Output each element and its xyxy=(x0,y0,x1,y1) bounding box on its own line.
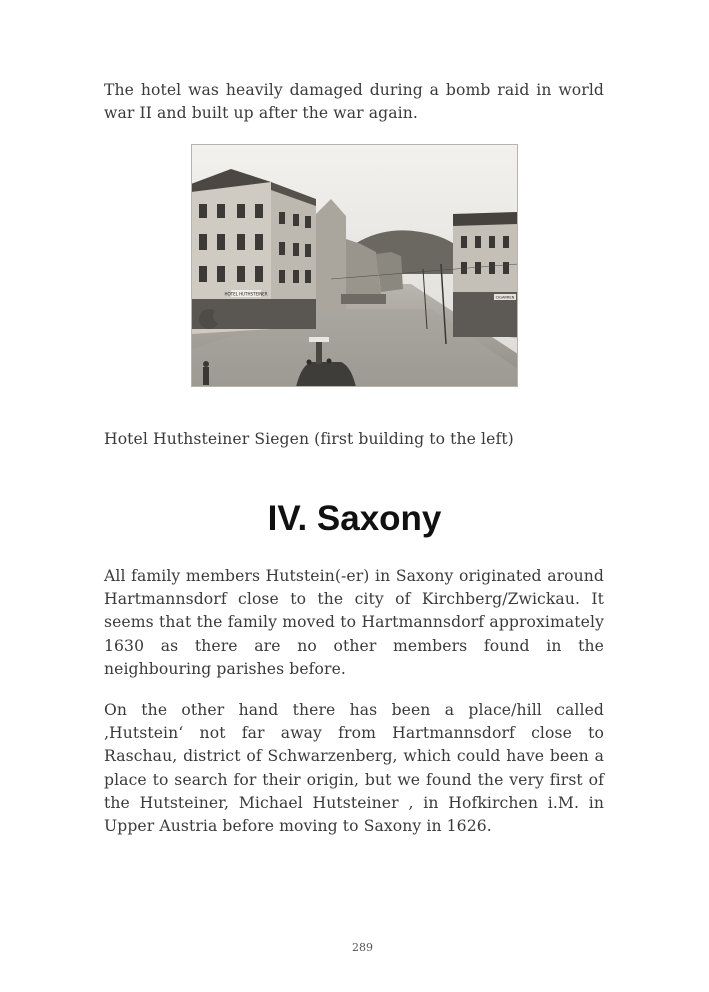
saxony-paragraph-1: All family members Hutstein(-er) in Saxony originated around Hartmannsdorf close to the city of Kirchberg/Zwickau. It seems that the family moved to Hartmannsdorf approximately 1630 as there are no other members found in the neighbouring parishes before. xyxy=(104,567,604,678)
saxony-paragraph-2: On the other hand there has been a place/hill called ‚Hutstein‘ not far away from Hartmannsdorf close to Raschau, district of Schwarzenberg, which could have been a place to search for their origin, but we found the very first of the Hutsteiner, Michael Hutsteiner , in Hofkirchen i.M. in Upper Austria before moving to Saxony in 1626. xyxy=(104,701,604,836)
section-heading: IV. Saxony xyxy=(267,499,442,538)
intro-paragraph: The hotel was heavily damaged during a bomb raid in world war II and built up after the war again. xyxy=(104,81,604,123)
historic-street-photo xyxy=(191,144,518,387)
cigar-sign: CIGARREN xyxy=(495,295,515,300)
figure-caption: Hotel Huthsteiner Siegen (first building to the left) xyxy=(104,430,514,448)
page-number: 289 xyxy=(352,941,373,954)
hotel-sign: HOTEL HUTHSTEINER xyxy=(224,291,268,297)
